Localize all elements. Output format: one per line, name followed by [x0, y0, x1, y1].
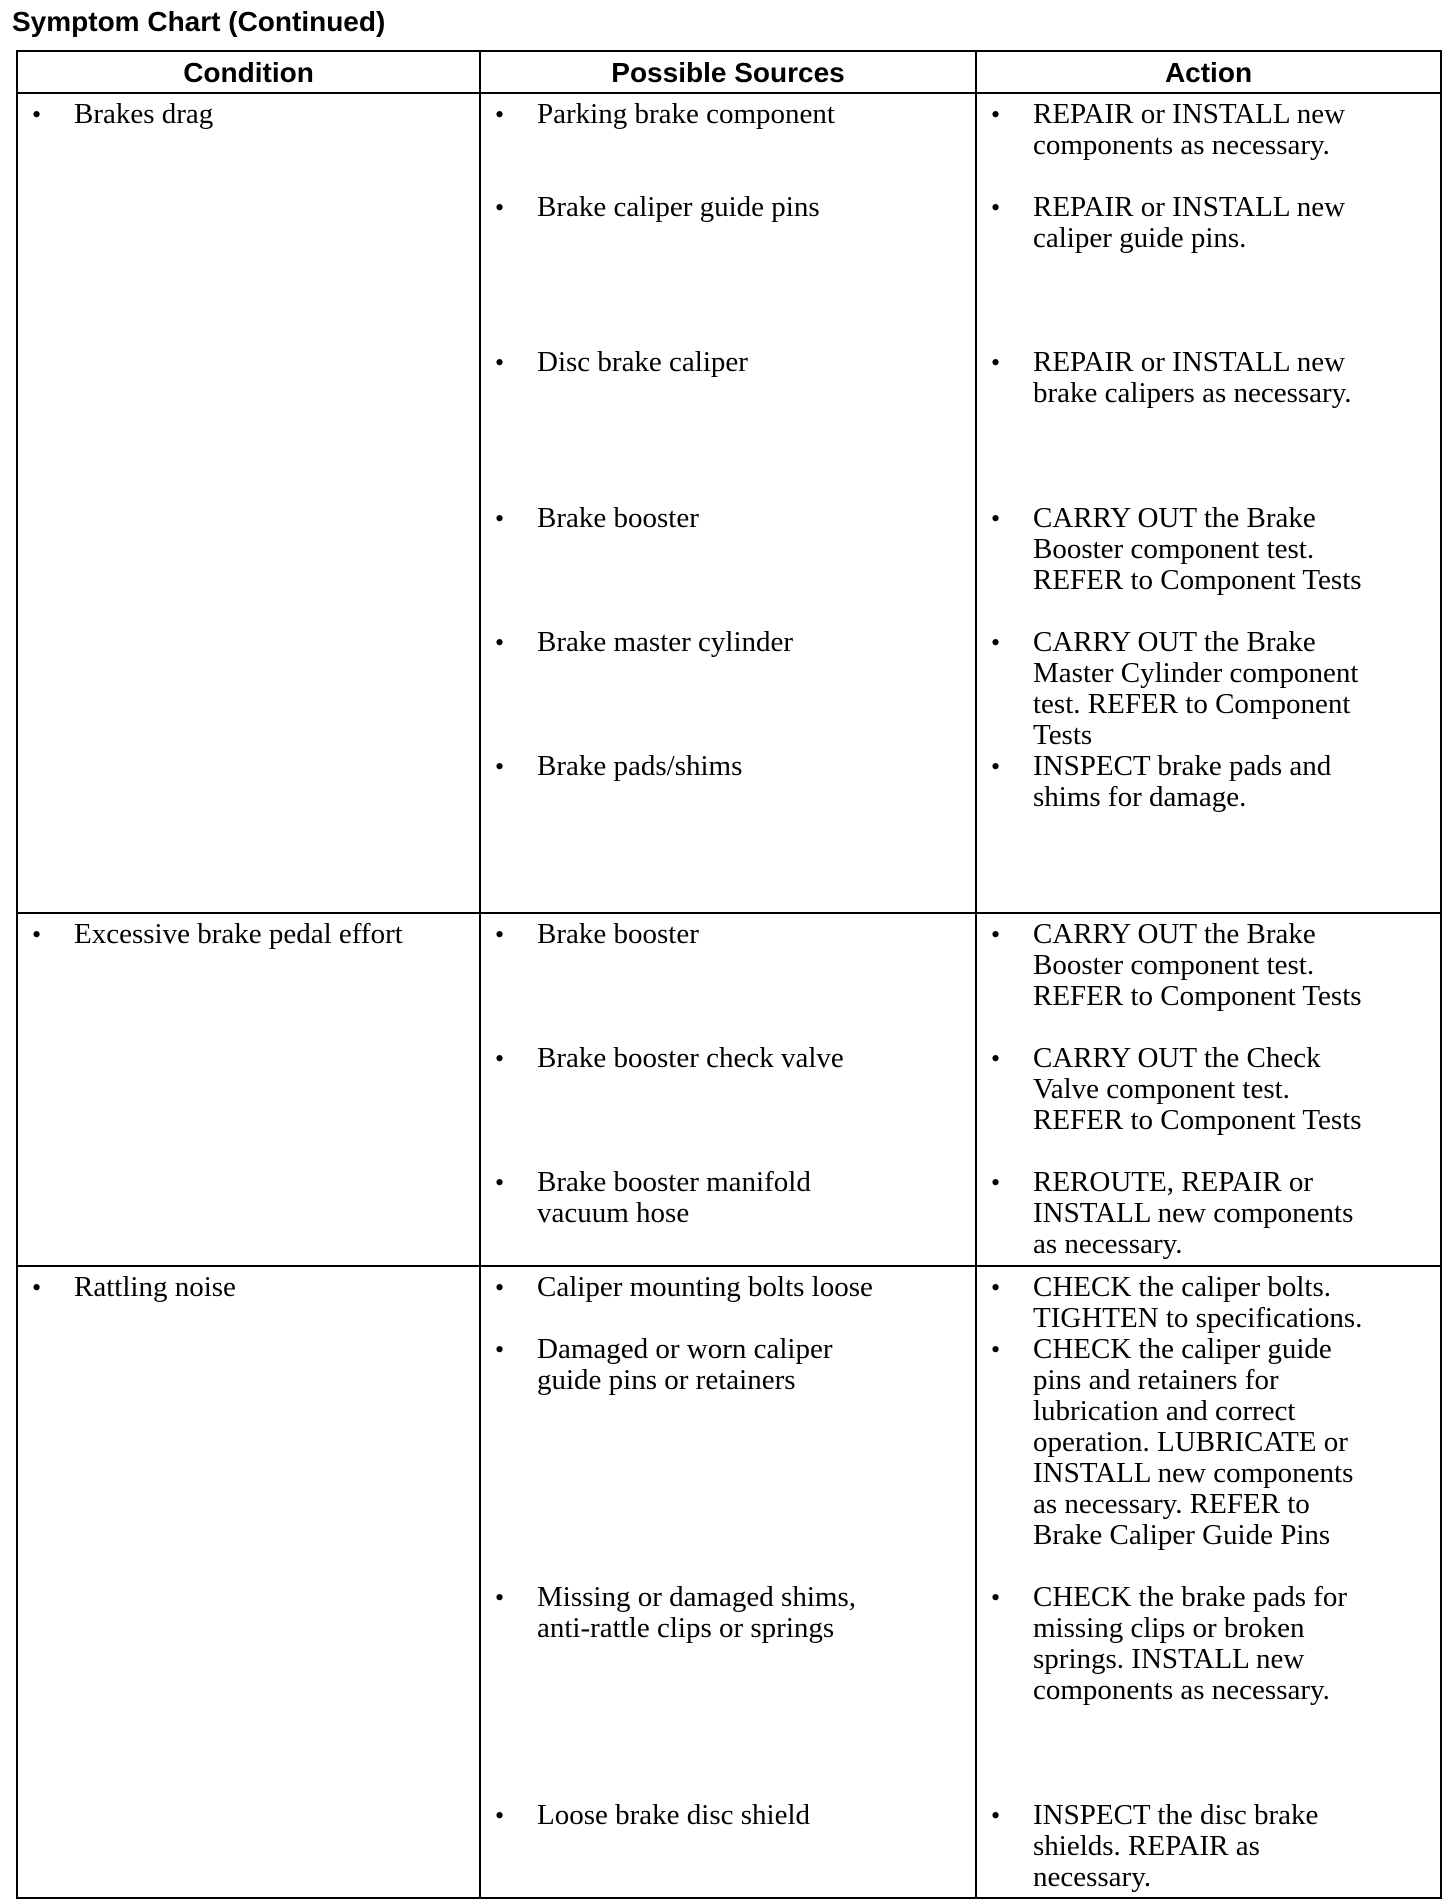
bullet: •	[991, 348, 1001, 377]
source-text: Loose brake disc shield	[537, 1799, 811, 1831]
source-text: Brake booster check valve	[537, 1042, 844, 1074]
source-text: Brake booster	[537, 502, 699, 534]
bullet: •	[495, 1335, 505, 1364]
table-row	[17, 913, 1441, 1266]
bullet: •	[495, 504, 505, 533]
bullet: •	[495, 752, 505, 781]
condition-text: Excessive brake pedal effort	[74, 918, 403, 950]
source-text: Brake caliper guide pins	[537, 191, 820, 223]
bullet: •	[495, 1168, 505, 1197]
bullet: •	[32, 1273, 42, 1302]
action-text: CARRY OUT the Brake Booster component test. REFER to Component Tests	[1033, 502, 1362, 596]
symptom-table	[16, 50, 1442, 1899]
bullet: •	[991, 752, 1001, 781]
source-text: Disc brake caliper	[537, 346, 748, 378]
action-text: CARRY OUT the Brake Master Cylinder component test. REFER to Component Tests	[1033, 626, 1359, 751]
source-text: Brake pads/shims	[537, 750, 743, 782]
bullet: •	[991, 100, 1001, 129]
condition-cell	[17, 913, 480, 1266]
bullet: •	[991, 920, 1001, 949]
sources-cell	[480, 93, 976, 913]
bullet: •	[991, 1801, 1001, 1830]
action-text: REPAIR or INSTALL new caliper guide pins.	[1033, 191, 1346, 254]
bullet: •	[495, 100, 505, 129]
action-text: CHECK the brake pads for missing clips or broken springs. INSTALL new components as necessary.	[1033, 1581, 1348, 1706]
table-row	[17, 1266, 1441, 1898]
condition-text: Rattling noise	[74, 1271, 236, 1303]
actions-cell	[976, 913, 1441, 1266]
bullet: •	[32, 920, 42, 949]
bullet: •	[991, 1335, 1001, 1364]
sources-cell	[480, 913, 976, 1266]
bullet: •	[991, 628, 1001, 657]
bullet: •	[495, 920, 505, 949]
source-text: Missing or damaged shims, anti-rattle clips or springs	[537, 1581, 856, 1644]
bullet: •	[495, 1044, 505, 1073]
source-text: Parking brake component	[537, 98, 835, 130]
header-action: Action	[976, 51, 1441, 93]
source-text: Damaged or worn caliper guide pins or retainers	[537, 1333, 833, 1396]
sources-cell	[480, 1266, 976, 1898]
bullet: •	[495, 348, 505, 377]
bullet: •	[991, 1168, 1001, 1197]
action-text: INSPECT the disc brake shields. REPAIR as necessary.	[1033, 1799, 1319, 1893]
actions-cell	[976, 1266, 1441, 1898]
source-text: Caliper mounting bolts loose	[537, 1271, 873, 1303]
condition-cell	[17, 93, 480, 913]
bullet: •	[495, 1273, 505, 1302]
bullet: •	[991, 504, 1001, 533]
bullet: •	[991, 1583, 1001, 1612]
action-text: CHECK the caliper bolts. TIGHTEN to specifications.	[1033, 1271, 1363, 1334]
condition-text: Brakes drag	[74, 98, 214, 130]
source-text: Brake booster manifold vacuum hose	[537, 1166, 811, 1229]
source-text: Brake booster	[537, 918, 699, 950]
action-text: INSPECT brake pads and shims for damage.	[1033, 750, 1332, 813]
bullet: •	[991, 1044, 1001, 1073]
header-condition: Condition	[17, 51, 480, 93]
bullet: •	[495, 1801, 505, 1830]
bullet: •	[495, 1583, 505, 1612]
action-text: REPAIR or INSTALL new components as necessary.	[1033, 98, 1346, 161]
bullet: •	[495, 193, 505, 222]
bullet: •	[32, 100, 42, 129]
action-text: CARRY OUT the Brake Booster component test. REFER to Component Tests	[1033, 918, 1362, 1012]
bullet: •	[991, 1273, 1001, 1302]
page-title: Symptom Chart (Continued)	[12, 6, 386, 37]
header-row	[17, 51, 1441, 93]
header-possible-sources: Possible Sources	[480, 51, 976, 93]
condition-cell	[17, 1266, 480, 1898]
source-text: Brake master cylinder	[537, 626, 794, 658]
action-text: CARRY OUT the Check Valve component test. REFER to Component Tests	[1033, 1042, 1362, 1136]
actions-cell	[976, 93, 1441, 913]
bullet: •	[991, 193, 1001, 222]
action-text: REPAIR or INSTALL new brake calipers as necessary.	[1033, 346, 1352, 409]
bullet: •	[495, 628, 505, 657]
action-text: REROUTE, REPAIR or INSTALL new components as necessary.	[1033, 1166, 1354, 1260]
table-row	[17, 93, 1441, 913]
action-text: CHECK the caliper guide pins and retainers for lubrication and correct operation. LUBRICATE or INSTALL new components as necessary. REFER to Brake Caliper Guide Pins	[1033, 1333, 1354, 1551]
